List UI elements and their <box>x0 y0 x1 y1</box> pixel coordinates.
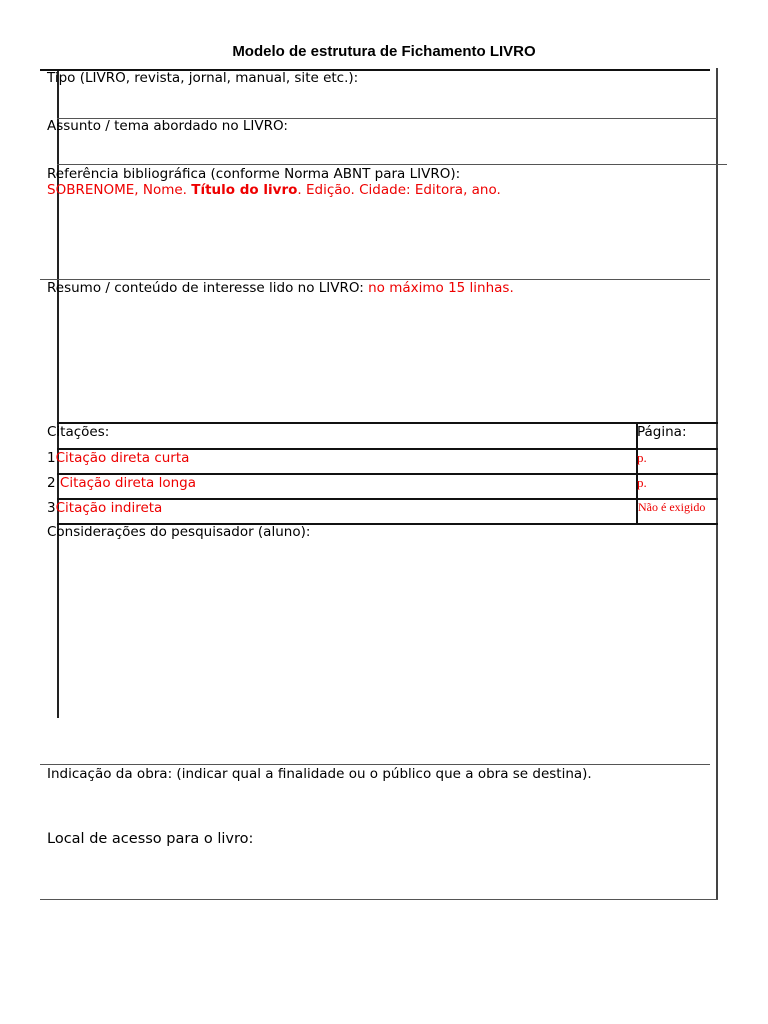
rule-referencia <box>57 164 727 165</box>
citacao-row <box>47 475 196 491</box>
referencia-example <box>47 182 501 198</box>
referencia-label: Referência bibliográfica (conforme Norma ABNT para LIVRO): <box>47 166 461 182</box>
citacao-page: Não é exigido <box>638 500 706 514</box>
pagina-header: Página: <box>637 424 687 440</box>
assunto-label: Assunto / tema abordado no LIVRO: <box>47 118 288 134</box>
resumo-note: no máximo 15 linhas. <box>368 280 514 296</box>
rule-indicacao <box>40 764 710 765</box>
rule-citacoes-top <box>57 422 718 424</box>
consideracoes-label: Considerações do pesquisador (aluno): <box>47 524 311 540</box>
right-border <box>716 68 718 900</box>
citacoes-header: Citações: <box>47 424 110 440</box>
citacao-num: 3 <box>47 500 56 516</box>
referencia-example-part2: . Edição. Cidade: Editora, ano. <box>297 182 501 198</box>
tipo-label: Tipo (LIVRO, revista, jornal, manual, site etc.): <box>47 70 359 86</box>
resumo-label-text: Resumo / conteúdo de interesse lido no LIVRO: <box>47 280 369 296</box>
citacao-num: 2 <box>47 475 60 491</box>
citacao-text: Citação direta curta <box>55 450 190 466</box>
citacao-row <box>47 450 189 466</box>
referencia-example-title: Título do livro <box>191 182 298 198</box>
local-label: Local de acesso para o livro: <box>47 831 254 847</box>
citacao-text: Citação indireta <box>55 500 163 516</box>
resumo-label <box>47 280 514 296</box>
citacao-page: p. <box>637 475 647 490</box>
rule-bottom <box>40 899 718 900</box>
citacao-num: 1 <box>47 450 56 466</box>
document-title: Modelo de estrutura de Fichamento LIVRO <box>232 43 536 60</box>
citacao-text: Citação direta longa <box>59 475 197 491</box>
referencia-example-part1: SOBRENOME, Nome. <box>47 182 192 198</box>
citacao-row <box>47 500 162 516</box>
citacao-page: p. <box>637 450 647 465</box>
indicacao-label: Indicação da obra: (indicar qual a finalidade ou o público que a obra se destina). <box>47 766 592 782</box>
